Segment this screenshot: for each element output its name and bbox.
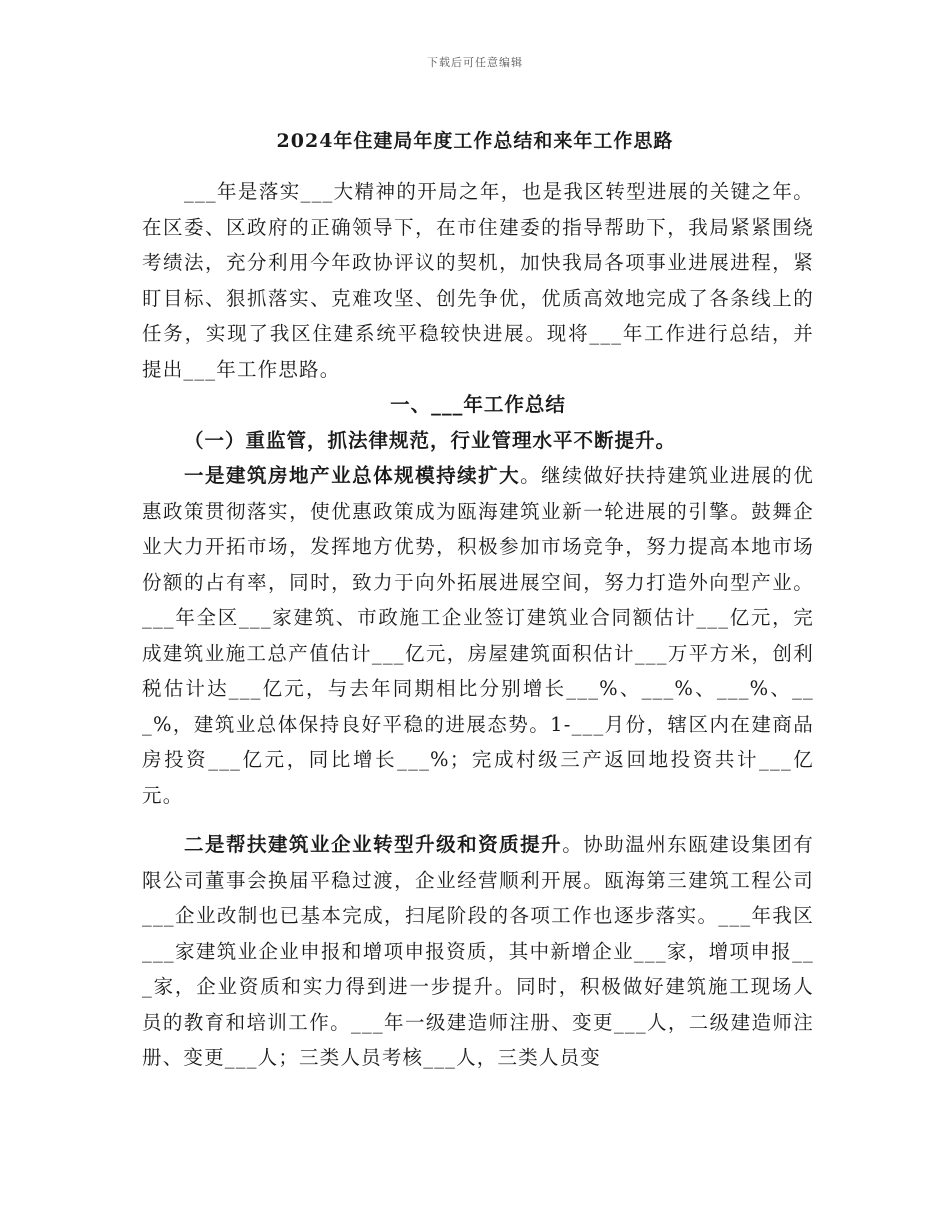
paragraph-lead: 二是帮扶建筑业企业转型升级和资质提升: [184, 833, 563, 856]
intro-paragraph: ___年是落实___大精神的开局之年，也是我区转型进展的关键之年。在区委、区政府的正确领导下，在市住建委的指导帮助下，我局紧紧围绕考绩法，充分利用今年政协评议的契机，加快我局各项事业进展进程，紧盯目标、狠抓落实、克难攻坚、创先争优，优质高效地完成了各条线上的任务，实现了我区住建系统平稳较快进展。现将___年工作进行总结，并提出___年工作思路。: [142, 180, 814, 381]
paragraph-text: 。继续做好扶持建筑业进展的优惠政策贯彻落实，使优惠政策成为瓯海建筑业新一轮进展的引擎。鼓舞企业大力开拓市场，发挥地方优势，积极参加市场竞争，努力提高本地市场份额的占有率，同时，致力于向外拓展进展空间，努力打造外向型产业。___年全区___家建筑、市政施工企业签订建筑业合同额估计___亿元，完成建筑业施工总产值估计___亿元，房屋建筑面积估计___万平方米，创利税估计达___亿元，与去年同期相比分别增长___%、___%、___%、___%，建筑业总体保持良好平稳的进展态势。1-___月份，辖区内在建商品房投资___亿元，同比增长___%；完成村级三产返回地投资共计___亿元。: [142, 464, 814, 807]
paragraph-lead: 一是建筑房地产业总体规模持续扩大: [184, 464, 521, 487]
section-heading: 一、___年工作总结: [390, 393, 566, 416]
subsection-heading: （一）重监管，抓法律规范，行业管理水平不断提升。: [184, 428, 677, 452]
paragraph-text: 。协助温州东瓯建设集团有限公司董事会换届平稳过渡，企业经营顺利开展。瓯海第三建筑工程公司___企业改制也已基本完成，扫尾阶段的各项工作也逐步落实。___年我区___家建筑业企业申报和增项申报资质，其中新增企业___家，增项申报___家，企业资质和实力得到进一步提升。同时，积极做好建筑施工现场人员的教育和培训工作。___年一级建造师注册、变更___人，二级建造师注册、变更___人；三类人员考核___人，三类人员变: [142, 833, 814, 1069]
document-body: [142, 174, 814, 1076]
paragraph-construction-scale: [142, 458, 814, 813]
paragraph-enterprise-support: [142, 827, 814, 1076]
header-note: 下载后可任意编辑: [427, 56, 523, 69]
document-title: 2024年住建局年度工作总结和来年工作思路: [276, 130, 674, 152]
